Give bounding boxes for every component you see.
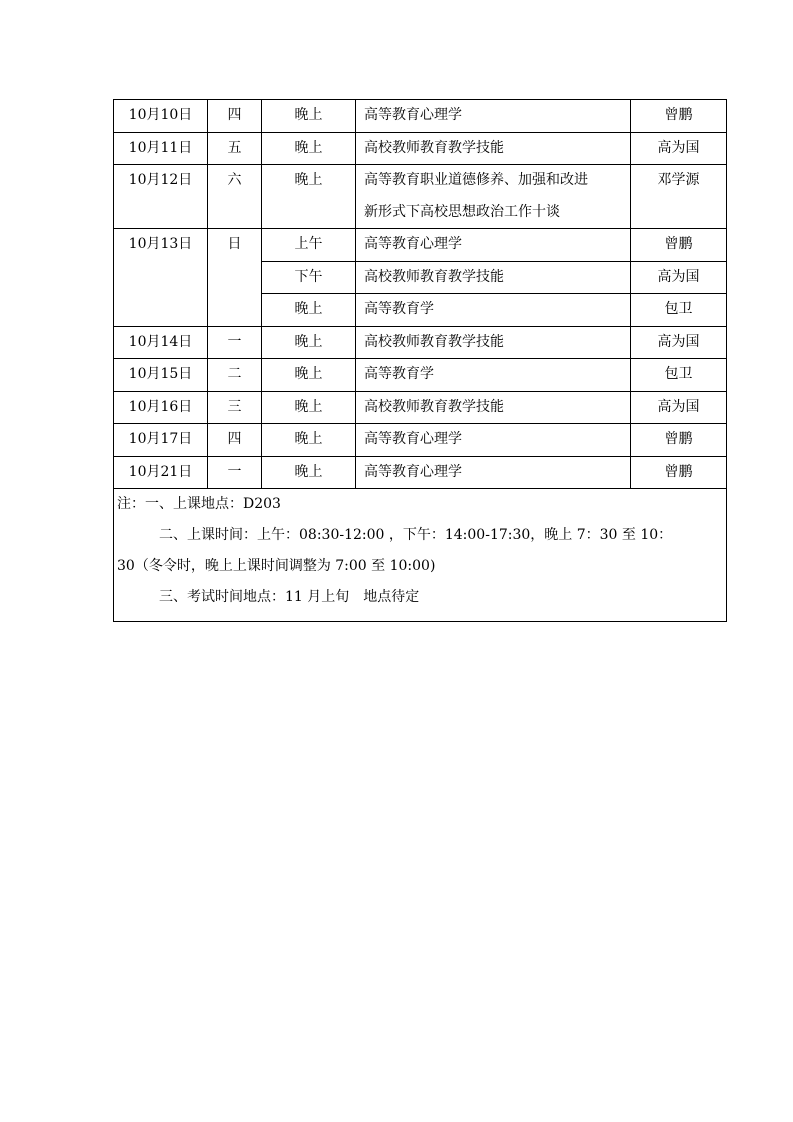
table-row [114, 456, 727, 489]
date-cell: 10月12日 [114, 165, 208, 229]
table-row [114, 100, 727, 133]
course-cell: 高等教育心理学 [356, 229, 631, 262]
course-cell: 高等教育心理学 [356, 456, 631, 489]
date-cell: 10月17日 [114, 424, 208, 457]
teacher-cell: 高为国 [631, 261, 727, 294]
course-cell: 高等教育学 [356, 294, 631, 327]
weekday-cell: 五 [208, 132, 262, 165]
course-cell: 高校教师教育教学技能 [356, 132, 631, 165]
teacher-cell: 曾鹏 [631, 229, 727, 262]
teacher-cell: 高为国 [631, 132, 727, 165]
weekday-cell: 四 [208, 424, 262, 457]
time-cell: 晚上 [262, 132, 356, 165]
note-location: 注：一、上课地点：D203 [117, 496, 281, 512]
schedule-table [113, 99, 727, 622]
teacher-cell: 邓学源 [631, 165, 727, 229]
date-cell: 10月21日 [114, 456, 208, 489]
time-cell: 晚上 [262, 165, 356, 229]
notes-cell [114, 489, 727, 622]
course-cell: 高校教师教育教学技能 [356, 391, 631, 424]
weekday-cell: 四 [208, 100, 262, 133]
table-row [114, 359, 727, 392]
time-cell: 晚上 [262, 391, 356, 424]
teacher-cell: 包卫 [631, 294, 727, 327]
course-cell: 高等教育学 [356, 359, 631, 392]
time-cell: 晚上 [262, 100, 356, 133]
table-row [114, 132, 727, 165]
teacher-cell: 曾鹏 [631, 100, 727, 133]
note-class-time-continued: 30（冬令时，晚上上课时间调整为 7:00 至 10:00) [117, 558, 436, 574]
weekday-cell: 二 [208, 359, 262, 392]
teacher-cell: 包卫 [631, 359, 727, 392]
course-cell: 高校教师教育教学技能 [356, 326, 631, 359]
date-cell: 10月10日 [114, 100, 208, 133]
date-cell: 10月11日 [114, 132, 208, 165]
time-cell: 晚上 [262, 326, 356, 359]
table-row [114, 391, 727, 424]
course-line-2: 新形式下高校思想政治工作十谈 [364, 203, 560, 220]
course-cell: 高校教师教育教学技能 [356, 261, 631, 294]
teacher-cell: 高为国 [631, 326, 727, 359]
weekday-cell: 一 [208, 456, 262, 489]
course-cell: 高等教育心理学 [356, 100, 631, 133]
weekday-cell: 六 [208, 165, 262, 229]
note-exam: 三、考试时间地点：11 月上旬 地点待定 [159, 589, 420, 605]
teacher-cell: 高为国 [631, 391, 727, 424]
weekday-cell: 日 [208, 229, 262, 327]
course-cell [356, 165, 631, 229]
teacher-cell: 曾鹏 [631, 456, 727, 489]
course-line-1: 高等教育职业道德修养、加强和改进 [364, 172, 588, 188]
table-row [114, 229, 727, 262]
weekday-cell: 一 [208, 326, 262, 359]
time-cell: 晚上 [262, 294, 356, 327]
date-cell: 10月13日 [114, 229, 208, 327]
time-cell: 晚上 [262, 456, 356, 489]
time-cell: 晚上 [262, 424, 356, 457]
course-cell: 高等教育心理学 [356, 424, 631, 457]
date-cell: 10月16日 [114, 391, 208, 424]
table-row [114, 165, 727, 229]
date-cell: 10月14日 [114, 326, 208, 359]
time-cell: 下午 [262, 261, 356, 294]
date-cell: 10月15日 [114, 359, 208, 392]
weekday-cell: 三 [208, 391, 262, 424]
notes-row [114, 489, 727, 622]
teacher-cell: 曾鹏 [631, 424, 727, 457]
time-cell: 晚上 [262, 359, 356, 392]
time-cell: 上午 [262, 229, 356, 262]
table-row [114, 326, 727, 359]
note-class-time: 二、上课时间：上午：08:30-12:00 ，下午：14:00-17:30，晚上 7：30 至 10： [159, 527, 673, 543]
table-row [114, 424, 727, 457]
